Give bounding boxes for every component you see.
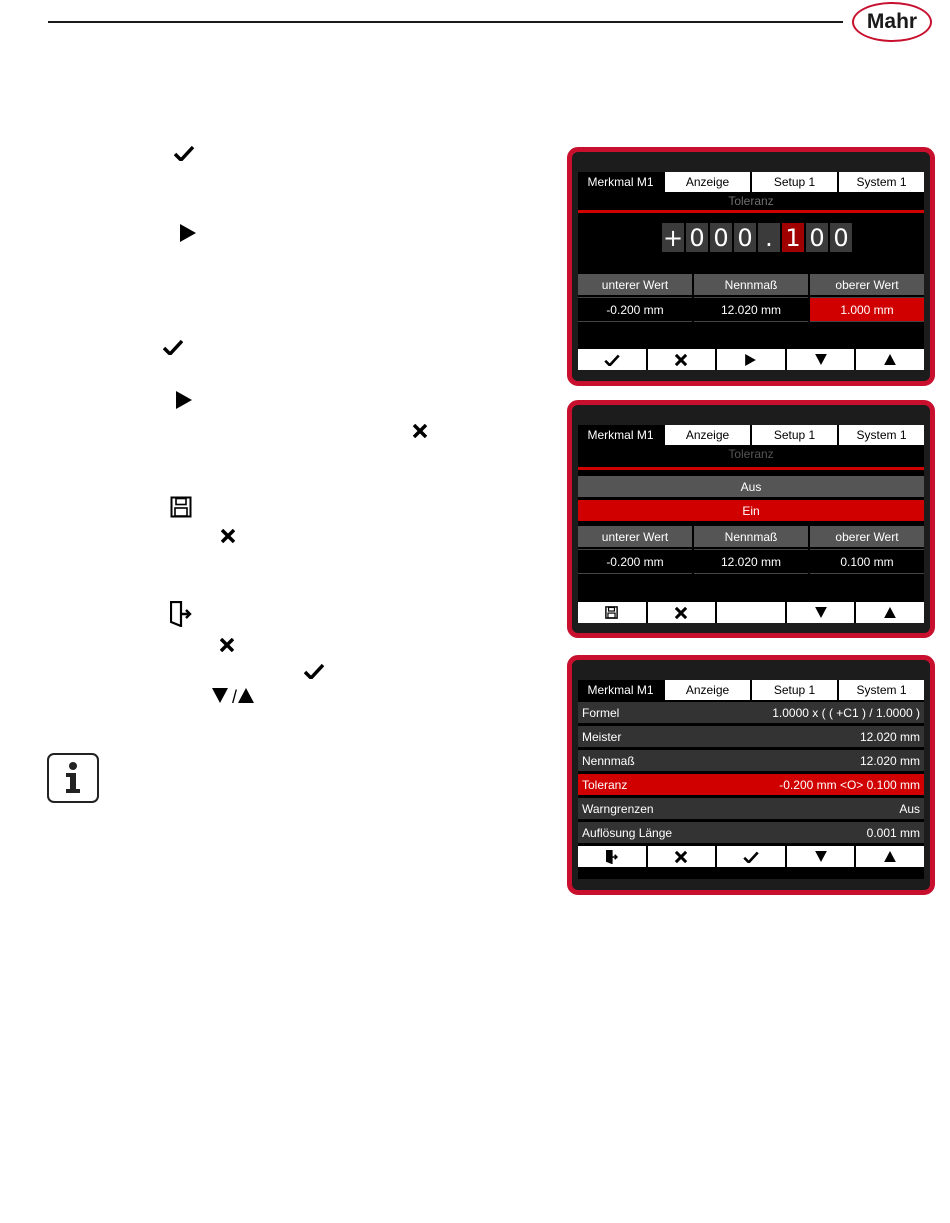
device-screen-tolerance-toggle: [567, 400, 935, 638]
value-nominal[interactable]: 12.020 mm: [694, 297, 808, 322]
list-item-nennmass[interactable]: [578, 750, 924, 771]
digit[interactable]: 0: [830, 223, 852, 252]
check-icon: [304, 663, 324, 679]
digit-active[interactable]: 1: [782, 223, 804, 252]
row-label: Nennmaß: [582, 753, 635, 768]
up-icon: [884, 851, 896, 862]
row-label: Meister: [582, 729, 622, 744]
row-value: 12.020 mm: [859, 729, 920, 744]
parameter-list: [578, 702, 924, 846]
list-item-formel[interactable]: [578, 702, 924, 723]
softkey-bar: [578, 846, 924, 867]
mahr-logo: Mahr: [852, 2, 932, 42]
digit[interactable]: 0: [734, 223, 756, 252]
play-icon: [745, 354, 756, 366]
value-header-row: [578, 274, 924, 295]
up-icon: [884, 354, 896, 365]
tab-system[interactable]: System 1: [839, 680, 924, 700]
column-header-upper: oberer Wert: [810, 274, 924, 295]
cross-icon: [220, 638, 234, 652]
tab-system[interactable]: System 1: [839, 172, 924, 192]
row-value: Aus: [899, 801, 920, 816]
list-item-toleranz-selected[interactable]: [578, 774, 924, 795]
up-button[interactable]: [856, 602, 924, 623]
cancel-button[interactable]: [648, 846, 716, 867]
softkey-bar: [578, 349, 924, 370]
tab-setup[interactable]: Setup 1: [752, 680, 837, 700]
info-icon: [47, 753, 99, 803]
tab-merkmal[interactable]: Merkmal M1: [578, 172, 663, 192]
column-header-nominal: Nennmaß: [694, 526, 808, 547]
value-lower[interactable]: -0.200 mm: [578, 297, 692, 322]
value-upper[interactable]: 0.100 mm: [810, 549, 924, 574]
check-icon: [743, 851, 759, 863]
tab-bar: [578, 425, 924, 445]
device-screen-parameter-list: [567, 655, 935, 895]
play-icon: [180, 224, 196, 242]
screen-subtitle: Toleranz: [728, 194, 774, 208]
row-value: 1.0000 x ( ( +C1 ) / 1.0000 ): [772, 705, 920, 720]
cancel-button[interactable]: [648, 349, 716, 370]
digit-entry[interactable]: [662, 223, 852, 252]
list-item-warngrenzen[interactable]: [578, 798, 924, 819]
next-digit-button[interactable]: [717, 349, 785, 370]
up-icon: [238, 688, 254, 703]
down-icon: [815, 607, 827, 618]
device-screen-tolerance-entry: [567, 147, 935, 386]
divider: [578, 467, 924, 470]
column-header-upper: oberer Wert: [810, 526, 924, 547]
check-icon: [604, 354, 620, 366]
row-value: -0.200 mm <O> 0.100 mm: [779, 777, 920, 792]
cross-icon: [675, 607, 687, 619]
save-icon: [605, 606, 618, 619]
value-upper-selected[interactable]: 1.000 mm: [810, 297, 924, 322]
value-row: [578, 297, 924, 322]
down-button[interactable]: [787, 349, 855, 370]
check-icon: [163, 339, 183, 355]
tab-anzeige[interactable]: Anzeige: [665, 172, 750, 192]
exit-icon: [170, 601, 192, 627]
down-icon: [815, 354, 827, 365]
digit[interactable]: 0: [710, 223, 732, 252]
confirm-button[interactable]: [578, 349, 646, 370]
list-item-aufloesung[interactable]: [578, 822, 924, 843]
check-icon: [174, 145, 194, 161]
confirm-button[interactable]: [717, 846, 785, 867]
save-button[interactable]: [578, 602, 646, 623]
down-icon: [212, 688, 228, 703]
value-nominal[interactable]: 12.020 mm: [694, 549, 808, 574]
up-icon: [884, 607, 896, 618]
list-item-meister[interactable]: [578, 726, 924, 747]
row-label: Formel: [582, 705, 620, 720]
tab-anzeige[interactable]: Anzeige: [665, 425, 750, 445]
play-icon: [176, 391, 192, 409]
exit-icon: [606, 850, 618, 864]
cross-icon: [675, 851, 687, 863]
header-rule: [48, 21, 843, 23]
down-icon: [815, 851, 827, 862]
digit[interactable]: 0: [806, 223, 828, 252]
cross-icon: [675, 354, 687, 366]
tab-setup[interactable]: Setup 1: [752, 172, 837, 192]
digit-sign[interactable]: +: [662, 223, 684, 252]
value-header-row: [578, 526, 924, 547]
tab-anzeige[interactable]: Anzeige: [665, 680, 750, 700]
up-button[interactable]: [856, 846, 924, 867]
tab-system[interactable]: System 1: [839, 425, 924, 445]
row-value: 0.001 mm: [866, 825, 920, 840]
tab-bar: [578, 172, 924, 192]
column-header-lower: unterer Wert: [578, 274, 692, 295]
tab-merkmal[interactable]: Merkmal M1: [578, 680, 663, 700]
option-ein-selected[interactable]: Ein: [578, 500, 924, 521]
cross-icon: [413, 424, 427, 438]
option-aus[interactable]: Aus: [578, 476, 924, 497]
softkey-bar: [578, 602, 924, 623]
empty-softkey[interactable]: [717, 602, 785, 623]
digit[interactable]: 0: [686, 223, 708, 252]
row-value: 12.020 mm: [859, 753, 920, 768]
tab-merkmal[interactable]: Merkmal M1: [578, 425, 663, 445]
row-label: Auflösung Länge: [582, 825, 673, 840]
column-header-nominal: Nennmaß: [694, 274, 808, 295]
screen-subtitle: Toleranz: [728, 447, 774, 461]
column-header-lower: unterer Wert: [578, 526, 692, 547]
save-icon: [170, 496, 192, 518]
down-button[interactable]: [787, 602, 855, 623]
down-button[interactable]: [787, 846, 855, 867]
row-label: Toleranz: [582, 777, 628, 792]
cancel-button[interactable]: [648, 602, 716, 623]
digit-decimal-point: .: [758, 223, 780, 252]
row-label: Warngrenzen: [582, 801, 654, 816]
value-row: [578, 549, 924, 574]
tab-setup[interactable]: Setup 1: [752, 425, 837, 445]
slash-separator: /: [232, 687, 238, 707]
divider: [578, 210, 924, 213]
tab-bar: [578, 680, 924, 700]
exit-button[interactable]: [578, 846, 646, 867]
value-lower[interactable]: -0.200 mm: [578, 549, 692, 574]
cross-icon: [221, 529, 235, 543]
up-button[interactable]: [856, 349, 924, 370]
